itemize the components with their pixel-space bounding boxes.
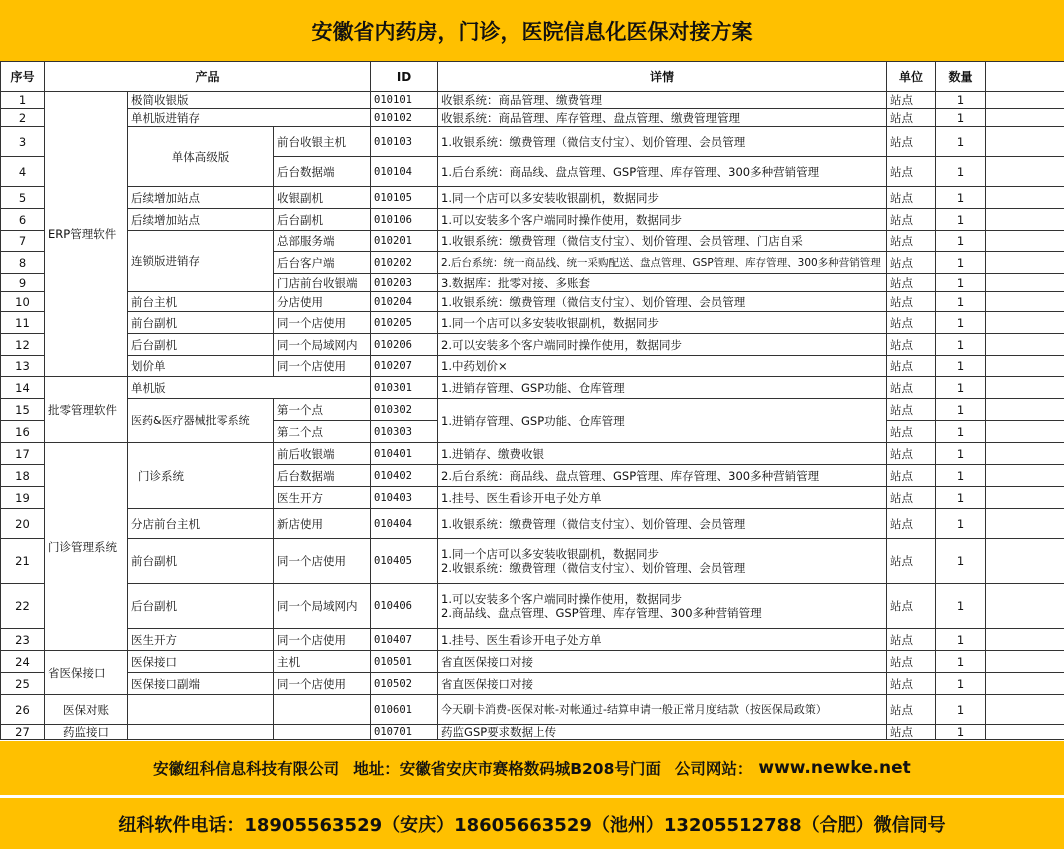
detail-cell: 1.收银系统：缴费管理（微信支付宝）、划价管理、会员管理 bbox=[438, 292, 887, 312]
table-row bbox=[1, 109, 1064, 127]
id-cell: 010402 bbox=[371, 465, 438, 487]
qty-cell: 1 bbox=[936, 109, 986, 127]
unit-cell: 站点 bbox=[887, 695, 936, 725]
blank-cell bbox=[986, 292, 1064, 312]
blank-cell bbox=[986, 651, 1064, 673]
product-cell: 前台副机 bbox=[128, 312, 274, 334]
blank-cell bbox=[986, 695, 1064, 725]
blank-cell bbox=[986, 356, 1064, 377]
header-blank bbox=[986, 62, 1064, 92]
seq-cell: 24 bbox=[1, 651, 45, 673]
id-cell: 010405 bbox=[371, 539, 438, 584]
detail-cell: 今天刷卡消费-医保对帐-对帐通过-结算申请一般正常月度结款（按医保局政策） bbox=[438, 695, 887, 725]
qty-cell: 1 bbox=[936, 539, 986, 584]
subproduct-cell bbox=[274, 695, 371, 725]
subproduct-cell: 前后收银端 bbox=[274, 443, 371, 465]
seq-cell: 1 bbox=[1, 92, 45, 109]
table-row bbox=[1, 651, 1064, 673]
qty-cell: 1 bbox=[936, 421, 986, 443]
product-cell: 医药&医疗器械批零系统 bbox=[128, 399, 274, 443]
product-cell: 极简收银版 bbox=[128, 92, 371, 109]
subproduct-cell: 同一个局域网内 bbox=[274, 584, 371, 629]
company-footer bbox=[0, 741, 1064, 795]
unit-cell: 站点 bbox=[887, 725, 936, 740]
id-cell: 010204 bbox=[371, 292, 438, 312]
header-seq: 序号 bbox=[1, 62, 45, 92]
product-cell: 单体高级版 bbox=[128, 127, 274, 187]
qty-cell: 1 bbox=[936, 377, 986, 399]
subproduct-cell: 后台副机 bbox=[274, 209, 371, 231]
id-cell: 010207 bbox=[371, 356, 438, 377]
seq-cell: 6 bbox=[1, 209, 45, 231]
qty-cell: 1 bbox=[936, 187, 986, 209]
product-cell: 后台副机 bbox=[128, 334, 274, 356]
table-row bbox=[1, 377, 1064, 399]
detail-cell: 1.可以安装多个客户端同时操作使用，数据同步 2.商品线、盘点管理、GSP管理、库存管理、300多种营销管理 bbox=[438, 584, 887, 629]
product-cell: 门诊系统 bbox=[128, 443, 274, 509]
id-cell: 010701 bbox=[371, 725, 438, 740]
product-cell: 后台副机 bbox=[128, 584, 274, 629]
website-label: 公司网站： bbox=[674, 760, 753, 778]
category-cell: 省医保接口 bbox=[45, 651, 128, 695]
blank-cell bbox=[986, 231, 1064, 252]
qty-cell: 1 bbox=[936, 509, 986, 539]
id-cell: 010106 bbox=[371, 209, 438, 231]
id-cell: 010303 bbox=[371, 421, 438, 443]
detail-cell: 1.进销存管理、GSP功能、仓库管理 bbox=[438, 399, 887, 443]
table-row bbox=[1, 92, 1064, 109]
seq-cell: 23 bbox=[1, 629, 45, 651]
unit-cell: 站点 bbox=[887, 651, 936, 673]
seq-cell: 26 bbox=[1, 695, 45, 725]
header-id: ID bbox=[371, 62, 438, 92]
seq-cell: 2 bbox=[1, 109, 45, 127]
blank-cell bbox=[986, 109, 1064, 127]
qty-cell: 1 bbox=[936, 399, 986, 421]
unit-cell: 站点 bbox=[887, 231, 936, 252]
unit-cell: 站点 bbox=[887, 334, 936, 356]
seq-cell: 8 bbox=[1, 252, 45, 274]
subproduct-cell: 分店使用 bbox=[274, 292, 371, 312]
qty-cell: 1 bbox=[936, 651, 986, 673]
seq-cell: 9 bbox=[1, 274, 45, 292]
unit-cell: 站点 bbox=[887, 584, 936, 629]
id-cell: 010502 bbox=[371, 673, 438, 695]
blank-cell bbox=[986, 334, 1064, 356]
id-cell: 010102 bbox=[371, 109, 438, 127]
detail-cell: 1.同一个店可以多安装收银副机，数据同步 bbox=[438, 312, 887, 334]
seq-cell: 4 bbox=[1, 157, 45, 187]
blank-cell bbox=[986, 629, 1064, 651]
header-unit: 单位 bbox=[887, 62, 936, 92]
seq-cell: 7 bbox=[1, 231, 45, 252]
product-cell bbox=[128, 695, 274, 725]
detail-cell: 2.后台系统：商品线、盘点管理、GSP管理、库存管理、300多种营销管理 bbox=[438, 465, 887, 487]
blank-cell bbox=[986, 673, 1064, 695]
detail-cell: 1.可以安装多个客户端同时操作使用，数据同步 bbox=[438, 209, 887, 231]
seq-cell: 18 bbox=[1, 465, 45, 487]
id-cell: 010105 bbox=[371, 187, 438, 209]
qty-cell: 1 bbox=[936, 725, 986, 740]
blank-cell bbox=[986, 487, 1064, 509]
blank-cell bbox=[986, 92, 1064, 109]
table-row bbox=[1, 187, 1064, 209]
id-cell: 010203 bbox=[371, 274, 438, 292]
id-cell: 010406 bbox=[371, 584, 438, 629]
qty-cell: 1 bbox=[936, 209, 986, 231]
table-row bbox=[1, 673, 1064, 695]
subproduct-cell: 主机 bbox=[274, 651, 371, 673]
product-cell: 后续增加站点 bbox=[128, 209, 274, 231]
header-detail: 详情 bbox=[438, 62, 887, 92]
blank-cell bbox=[986, 209, 1064, 231]
blank-cell bbox=[986, 127, 1064, 157]
id-cell: 010104 bbox=[371, 157, 438, 187]
table-row bbox=[1, 443, 1064, 465]
seq-cell: 15 bbox=[1, 399, 45, 421]
detail-cell: 1.收银系统：缴费管理（微信支付宝）、划价管理、会员管理、门店自采 bbox=[438, 231, 887, 252]
id-cell: 010302 bbox=[371, 399, 438, 421]
id-cell: 010101 bbox=[371, 92, 438, 109]
unit-cell: 站点 bbox=[887, 399, 936, 421]
blank-cell bbox=[986, 725, 1064, 740]
company-name: 安徽纽科信息科技有限公司 bbox=[153, 760, 340, 778]
qty-cell: 1 bbox=[936, 443, 986, 465]
product-cell: 连锁版进销存 bbox=[128, 231, 274, 292]
id-cell: 010501 bbox=[371, 651, 438, 673]
seq-cell: 12 bbox=[1, 334, 45, 356]
unit-cell: 站点 bbox=[887, 629, 936, 651]
phone-footer bbox=[0, 798, 1064, 849]
subproduct-cell: 第一个点 bbox=[274, 399, 371, 421]
id-cell: 010407 bbox=[371, 629, 438, 651]
id-cell: 010301 bbox=[371, 377, 438, 399]
address-label: 地址： bbox=[353, 760, 400, 778]
unit-cell: 站点 bbox=[887, 421, 936, 443]
detail-cell: 1.收银系统：缴费管理（微信支付宝）、划价管理、会员管理 bbox=[438, 127, 887, 157]
company-address: 安徽省安庆市赛格数码城B208号门面 bbox=[399, 760, 661, 778]
seq-cell: 17 bbox=[1, 443, 45, 465]
subproduct-cell: 同一个店使用 bbox=[274, 356, 371, 377]
subproduct-cell: 同一个店使用 bbox=[274, 629, 371, 651]
category-cell: 批零管理软件 bbox=[45, 377, 128, 443]
id-cell: 010403 bbox=[371, 487, 438, 509]
unit-cell: 站点 bbox=[887, 187, 936, 209]
qty-cell: 1 bbox=[936, 292, 986, 312]
blank-cell bbox=[986, 157, 1064, 187]
id-cell: 010202 bbox=[371, 252, 438, 274]
subproduct-cell: 后台数据端 bbox=[274, 157, 371, 187]
seq-cell: 14 bbox=[1, 377, 45, 399]
detail-cell: 1.进销存、缴费收银 bbox=[438, 443, 887, 465]
unit-cell: 站点 bbox=[887, 312, 936, 334]
blank-cell bbox=[986, 252, 1064, 274]
unit-cell: 站点 bbox=[887, 356, 936, 377]
subproduct-cell: 前台收银主机 bbox=[274, 127, 371, 157]
id-cell: 010201 bbox=[371, 231, 438, 252]
product-cell: 前台主机 bbox=[128, 292, 274, 312]
subproduct-cell: 同一个店使用 bbox=[274, 312, 371, 334]
product-cell: 医保接口 bbox=[128, 651, 274, 673]
seq-cell: 5 bbox=[1, 187, 45, 209]
product-cell: 单机版 bbox=[128, 377, 371, 399]
table-row bbox=[1, 312, 1064, 334]
detail-cell: 1.同一个店可以多安装收银副机，数据同步 bbox=[438, 187, 887, 209]
id-cell: 010205 bbox=[371, 312, 438, 334]
detail-cell: 2.可以安装多个客户端同时操作使用，数据同步 bbox=[438, 334, 887, 356]
qty-cell: 1 bbox=[936, 312, 986, 334]
phone-line: 纽科软件电话：18905563529（安庆）18605663529（池州）13205512788（合肥）微信同号 bbox=[118, 814, 946, 836]
blank-cell bbox=[986, 187, 1064, 209]
blank-cell bbox=[986, 312, 1064, 334]
detail-cell: 1.挂号、医生看诊开电子处方单 bbox=[438, 629, 887, 651]
detail-cell: 1.中药划价× bbox=[438, 356, 887, 377]
qty-cell: 1 bbox=[936, 487, 986, 509]
table-row bbox=[1, 584, 1064, 629]
qty-cell: 1 bbox=[936, 334, 986, 356]
id-cell: 010401 bbox=[371, 443, 438, 465]
unit-cell: 站点 bbox=[887, 509, 936, 539]
page-title: 安徽省内药房，门诊，医院信息化医保对接方案 bbox=[0, 0, 1064, 61]
product-cell: 医保接口副端 bbox=[128, 673, 274, 695]
id-cell: 010103 bbox=[371, 127, 438, 157]
table-row bbox=[1, 695, 1064, 725]
header-qty: 数量 bbox=[936, 62, 986, 92]
product-cell: 前台副机 bbox=[128, 539, 274, 584]
seq-cell: 20 bbox=[1, 509, 45, 539]
product-cell: 后续增加站点 bbox=[128, 187, 274, 209]
qty-cell: 1 bbox=[936, 274, 986, 292]
subproduct-cell: 门店前台收银端 bbox=[274, 274, 371, 292]
subproduct-cell bbox=[274, 725, 371, 740]
seq-cell: 21 bbox=[1, 539, 45, 584]
blank-cell bbox=[986, 539, 1064, 584]
qty-cell: 1 bbox=[936, 157, 986, 187]
table-row bbox=[1, 509, 1064, 539]
qty-cell: 1 bbox=[936, 695, 986, 725]
blank-cell bbox=[986, 443, 1064, 465]
detail-cell: 药监GSP要求数据上传 bbox=[438, 725, 887, 740]
unit-cell: 站点 bbox=[887, 209, 936, 231]
unit-cell: 站点 bbox=[887, 109, 936, 127]
detail-cell: 1.挂号、医生看诊开电子处方单 bbox=[438, 487, 887, 509]
blank-cell bbox=[986, 274, 1064, 292]
table-row bbox=[1, 209, 1064, 231]
unit-cell: 站点 bbox=[887, 292, 936, 312]
subproduct-cell: 总部服务端 bbox=[274, 231, 371, 252]
product-cell: 划价单 bbox=[128, 356, 274, 377]
detail-cell: 收银系统：商品管理、库存管理、盘点管理、缴费管理管理 bbox=[438, 109, 887, 127]
product-cell: 医生开方 bbox=[128, 629, 274, 651]
seq-cell: 27 bbox=[1, 725, 45, 740]
unit-cell: 站点 bbox=[887, 252, 936, 274]
detail-cell: 省直医保接口对接 bbox=[438, 673, 887, 695]
unit-cell: 站点 bbox=[887, 377, 936, 399]
qty-cell: 1 bbox=[936, 127, 986, 157]
unit-cell: 站点 bbox=[887, 465, 936, 487]
table-row bbox=[1, 334, 1064, 356]
seq-cell: 11 bbox=[1, 312, 45, 334]
subproduct-cell: 后台数据端 bbox=[274, 465, 371, 487]
blank-cell bbox=[986, 399, 1064, 421]
subproduct-cell: 同一个局域网内 bbox=[274, 334, 371, 356]
table-row bbox=[1, 629, 1064, 651]
table-row bbox=[1, 356, 1064, 377]
qty-cell: 1 bbox=[936, 356, 986, 377]
qty-cell: 1 bbox=[936, 584, 986, 629]
seq-cell: 19 bbox=[1, 487, 45, 509]
blank-cell bbox=[986, 421, 1064, 443]
seq-cell: 16 bbox=[1, 421, 45, 443]
unit-cell: 站点 bbox=[887, 274, 936, 292]
table-row bbox=[1, 127, 1064, 157]
qty-cell: 1 bbox=[936, 465, 986, 487]
unit-cell: 站点 bbox=[887, 443, 936, 465]
product-cell bbox=[128, 725, 274, 740]
table-row bbox=[1, 292, 1064, 312]
id-cell: 010206 bbox=[371, 334, 438, 356]
detail-cell: 1.同一个店可以多安装收银副机，数据同步 2.收银系统：缴费管理（微信支付宝）、划价管理、会员管理 bbox=[438, 539, 887, 584]
subproduct-cell: 后台客户端 bbox=[274, 252, 371, 274]
category-cell: 门诊管理系统 bbox=[45, 443, 128, 651]
blank-cell bbox=[986, 377, 1064, 399]
subproduct-cell: 第二个点 bbox=[274, 421, 371, 443]
subproduct-cell: 同一个店使用 bbox=[274, 539, 371, 584]
seq-cell: 10 bbox=[1, 292, 45, 312]
blank-cell bbox=[986, 509, 1064, 539]
table-row bbox=[1, 725, 1064, 740]
unit-cell: 站点 bbox=[887, 673, 936, 695]
qty-cell: 1 bbox=[936, 673, 986, 695]
unit-cell: 站点 bbox=[887, 157, 936, 187]
seq-cell: 25 bbox=[1, 673, 45, 695]
unit-cell: 站点 bbox=[887, 539, 936, 584]
subproduct-cell: 同一个店使用 bbox=[274, 673, 371, 695]
qty-cell: 1 bbox=[936, 629, 986, 651]
product-cell: 分店前台主机 bbox=[128, 509, 274, 539]
seq-cell: 22 bbox=[1, 584, 45, 629]
product-table bbox=[0, 61, 1064, 740]
unit-cell: 站点 bbox=[887, 127, 936, 157]
header-row bbox=[1, 62, 1064, 92]
qty-cell: 1 bbox=[936, 252, 986, 274]
category-cell: ERP管理软件 bbox=[45, 92, 128, 377]
qty-cell: 1 bbox=[936, 92, 986, 109]
unit-cell: 站点 bbox=[887, 92, 936, 109]
subproduct-cell: 新店使用 bbox=[274, 509, 371, 539]
detail-cell: 3.数据库：批零对接、多账套 bbox=[438, 274, 887, 292]
detail-cell: 1.收银系统：缴费管理（微信支付宝）、划价管理、会员管理 bbox=[438, 509, 887, 539]
id-cell: 010601 bbox=[371, 695, 438, 725]
detail-cell: 1.后台系统：商品线、盘点管理、GSP管理、库存管理、300多种营销管理 bbox=[438, 157, 887, 187]
subproduct-cell: 收银副机 bbox=[274, 187, 371, 209]
unit-cell: 站点 bbox=[887, 487, 936, 509]
table-row bbox=[1, 539, 1064, 584]
header-product: 产品 bbox=[45, 62, 371, 92]
subproduct-cell: 医生开方 bbox=[274, 487, 371, 509]
category-cell: 医保对账 bbox=[45, 695, 128, 725]
category-cell: 药监接口 bbox=[45, 725, 128, 740]
product-cell: 单机版进销存 bbox=[128, 109, 371, 127]
qty-cell: 1 bbox=[936, 231, 986, 252]
seq-cell: 13 bbox=[1, 356, 45, 377]
detail-cell: 2.后台系统：统一商品线、统一采购配送、盘点管理、GSP管理、库存管理、300多种营销管理 bbox=[438, 252, 887, 274]
company-website: www.newke.net bbox=[758, 758, 911, 778]
blank-cell bbox=[986, 584, 1064, 629]
blank-cell bbox=[986, 465, 1064, 487]
detail-cell: 收银系统：商品管理、缴费管理 bbox=[438, 92, 887, 109]
seq-cell: 3 bbox=[1, 127, 45, 157]
id-cell: 010404 bbox=[371, 509, 438, 539]
table-row bbox=[1, 231, 1064, 252]
detail-cell: 1.进销存管理、GSP功能、仓库管理 bbox=[438, 377, 887, 399]
table-row bbox=[1, 399, 1064, 421]
detail-cell: 省直医保接口对接 bbox=[438, 651, 887, 673]
